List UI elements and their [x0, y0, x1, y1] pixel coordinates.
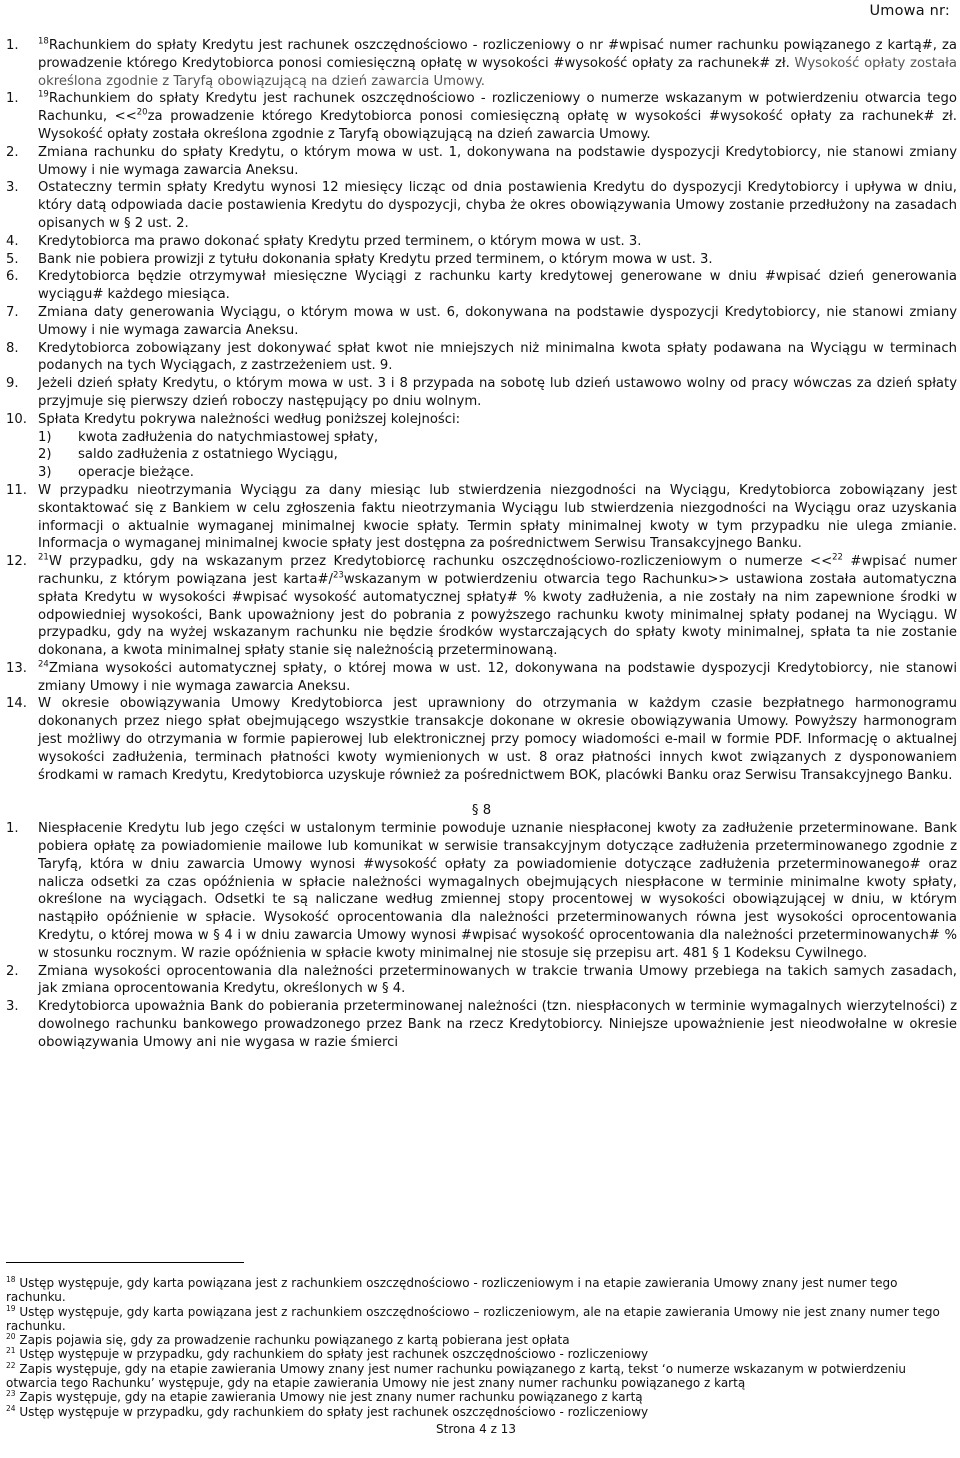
clause-text: Spłata Kredytu pokrywa należności według poniższej kolejności: — [38, 411, 461, 427]
footnote-ref: 23 — [332, 570, 344, 581]
clause-11 — [6, 482, 957, 553]
clause-number: 11. — [6, 482, 27, 498]
footnote-ref: 20 — [136, 107, 148, 118]
clause-text: Niespłacenie Kredytu lub jego części w ustalonym terminie powoduje uznanie niespłaconej kwoty za zadłużenie przeterminowane. Bank pobiera opłatę za powiadomienie mailowe lub komunikat w serwisie transakcyjnym dotyczące zadłużenia przeterminowanego zgodnie z Taryfą, która w dniu zawarcia Umowy wynosi #wysokość opłaty za powiadomienie dotyczące zadłużenia przeterminowanego# oraz nalicza odsetki za czas opóźnienia w spłacie należności wymagalnych obejmujących niespłacone w terminie minimalne kwoty spłaty, określone na wyciągach. Odsetki te są naliczane według zmiennej stopy procentowej w wysokości obowiązującej w dniu, w którym nastąpiło opóźnienie w spłacie. Wysokość oprocentowania dla należności przeterminowanych równa jest wysokości oprocentowania Kredytu, o której mowa w § 4 i w dniu zawarcia Umowy wynosi #wpisać wysokość oprocentowania dla należności przeterminowanych# % w stosunku rocznym. W razie opóźnienia w spłacie kwoty minimalnej nie stosuje się przepisu art. 481 § 1 Kodeksu Cywilnego. — [38, 821, 957, 961]
clause-number: 14. — [6, 696, 27, 712]
footnote-number: 21 — [6, 1346, 16, 1356]
clause-text: W okresie obowiązywania Umowy Kredytobiorca jest uprawniony do otrzymania w każdym czasie bezpłatnego harmonogramu dokonanych przez niego spłat obejmującego wszystkie transakcje dokonane w okresie obowiązywania Umowy. Powyższy harmonogram jest możliwy do otrzymania w formie papierowej lub elektronicznej przy pomocy wiadomości e-mail w formie PDF. Informację o aktualnej wysokości zadłużenia, terminach płatności kwoty wymienionych w ust. 8 oraz płatności innych kwot związanych z dysponowaniem środkami w ramach Kredytu, Kredytobiorca uzyskuje również za pośrednictwem BOK, placówki Banku oraz Serwisu Transakcyjnego Banku. — [38, 696, 957, 783]
clause-number: 13. — [6, 660, 27, 676]
clause-text: Rachunkiem do spłaty Kredytu jest rachunek oszczędnościowo - rozliczeniowy o numerze wskazanym w potwierdzeniu otwarcia tego Rachunku, << — [38, 91, 957, 125]
section8-clause-2 — [6, 963, 957, 999]
clause-text: #wpisać numer rachunku, z którym powiązana jest karta#/ — [38, 554, 957, 587]
footnote-18 — [6, 1276, 946, 1305]
clause-text: Zmiana wysokości automatycznej spłaty, o której mowa w ust. 12, dokonywana na podstawie dyspozycji Kredytobiorcy, nie stanowi zmiany Umowy i nie wymaga zawarcia Aneksu. — [38, 660, 957, 694]
clause-number: 8. — [6, 340, 19, 356]
footnote-number: 18 — [6, 1275, 16, 1284]
clause-5 — [6, 251, 957, 269]
footnote-text: Zapis występuje, gdy na etapie zawierania Umowy znany jest numer rachunku powiązanego z kartą, tekst ‘o numerze wskazanym w potwierdzeniu otwarcia tego Rachunku’ występuje, gdy na etapie zawierania Umowy nie jest znany numer rachunku powiązanego z kartą — [6, 1361, 907, 1391]
clause-text: Kredytobiorca upoważnia Bank do pobierania przeterminowanej należności (tzn. niespłaconych w terminie wymagalnych wierzytelności) z dowolnego rachunku bankowego prowadzonego przez Bank na rzecz Kredytobiorcy. Niniejsze upoważnienie jest nieodwołalne w okresie obowiązywania Umowy ani nie wygasa w razie śmierci — [38, 999, 957, 1050]
footnote-number: 20 — [6, 1332, 16, 1342]
clause-number: 4. — [6, 233, 19, 249]
clause-number: 1. — [6, 91, 19, 107]
clause-9 — [6, 375, 957, 411]
page-number: Strona 4 z 13 — [436, 1421, 516, 1436]
clause-text: Rachunkiem do spłaty Kredytu jest rachunek oszczędnościowo - rozliczeniowy o nr #wpisać numer rachunku powiązanego z kartą#, za prowadzenie którego Kredytobiorca ponosi comiesięczną opłatę w wysokości #wysokość opłaty za rachunek# zł. — [38, 38, 957, 71]
clause-number: 1. — [6, 821, 19, 837]
footnote-text: Ustęp występuje, gdy karta powiązana jest z rachunkiem oszczędnościowo - rozliczeniowym i na etapie zawierania Umowy znany jest numer tego rachunku. — [6, 1276, 898, 1305]
clause-text: Jeżeli dzień spłaty Kredytu, o którym mowa w ust. 3 i 8 przypada na sobotę lub dzień ustawowo wolny od pracy wówczas za dzień spłaty przyjmuje się pierwszy dzień roboczy następujący po dniu wolnym. — [38, 376, 957, 409]
clause-number: 10. — [6, 411, 27, 427]
footnote-number: 23 — [6, 1389, 16, 1399]
footnote-ref: 18 — [38, 36, 49, 47]
clause-3 — [6, 179, 957, 232]
clause-13 — [6, 660, 957, 696]
clause-number: 12. — [6, 554, 27, 570]
sub-item-number: 3) — [38, 465, 52, 481]
clause-text: Ostateczny termin spłaty Kredytu wynosi 12 miesięcy licząc od dnia postawienia Kredytu do dyspozycji Kredytobiorcy i upływa w dniu, który datą odpowiada dacie postawienia Kredytu do dyspozycji, chyba że okres obowiązywania Umowy zostanie przedłużony na zasadach opisanych w § 2 ust. 2. — [38, 180, 957, 231]
footnote-23 — [6, 1390, 946, 1404]
clause-text: Zmiana daty generowania Wyciągu, o którym mowa w ust. 6, dokonywana na podstawie dyspozycji Kredytobiorcy, nie stanowi zmiany Umowy i nie wymaga zawarcia Aneksu. — [38, 304, 957, 338]
sub-item-1 — [38, 429, 957, 447]
clause-number: 2. — [6, 144, 19, 160]
clause-number: 5. — [6, 251, 19, 267]
clause-6 — [6, 268, 957, 304]
clause-14 — [6, 695, 957, 784]
footnote-text: Ustęp występuje w przypadku, gdy rachunkiem do spłaty jest rachunek oszczędnościowo - rozliczeniowy — [15, 1404, 649, 1419]
footnote-22 — [6, 1362, 946, 1391]
clause-number: 7. — [6, 304, 19, 320]
footnote-ref: 24 — [38, 659, 49, 670]
clause-text: za prowadzenie którego Kredytobiorca ponosi comiesięczną opłatę w wysokości #wysokość opłaty za rachunek# zł. Wysokość opłaty została określona zgodnie z Taryfą obowiązującą na dzień zawarcia Umowy. — [38, 109, 957, 142]
footnote-text: Zapis występuje, gdy na etapie zawierania Umowy nie jest znany numer rachunku powiązanego z kartą — [15, 1390, 643, 1405]
clause-number: 3. — [6, 180, 19, 196]
section-heading: § 8 — [471, 803, 492, 819]
clause-text: Zmiana wysokości oprocentowania dla należności przeterminowanych w trakcie trwania Umowy przebiega na takich samych zasadach, jak zmiana oprocentowania Kredytu, określonych w § 4. — [38, 963, 957, 997]
footnote-ref: 19 — [38, 90, 49, 100]
clause-text: wskazanym w potwierdzeniu otwarcia tego Rachunku>> ustawiona została automatyczna spłata Kredytu w wysokości #wpisać wysokość automatycznej spłaty# % kwoty zadłużenia, a nie zostały na nim zapewnione środki w odpowiedniej wysokości, Bank upoważniony jest do pobrania z powyższego rachunku kwoty minimalnej spłaty podanej na Wyciągu. W przypadku, gdy na wyżej wskazanym rachunku nie będzie środków wystarczających do spłaty kwoty minimalnej, spłata ta nie zostanie dokonana, a kwota minimalnej spłaty stanie się należnością przeterminowaną. — [38, 571, 957, 659]
sub-item-2 — [38, 446, 957, 464]
clause-number: 2. — [6, 963, 19, 979]
section8-clause-1 — [6, 820, 957, 962]
section8-clause-3 — [6, 998, 957, 1051]
document-body — [6, 37, 957, 1052]
footnote-21 — [6, 1347, 946, 1361]
clause-12 — [6, 553, 957, 660]
clause-text: Kredytobiorca ma prawo dokonać spłaty Kredytu przed terminem, o którym mowa w ust. 3. — [38, 233, 642, 249]
clause-4 — [6, 233, 957, 251]
footnote-number: 24 — [6, 1403, 16, 1413]
clause-1-variant-a — [6, 37, 957, 90]
footnote-19 — [6, 1305, 946, 1334]
clause-text: Kredytobiorca będzie otrzymywał miesięczne Wyciągi z rachunku karty kredytowej generowane w dniu #wpisać dzień generowania wyciągu# każdego miesiąca. — [38, 269, 957, 303]
sub-item-number: 2) — [38, 447, 52, 463]
sub-item-text: operacje bieżące. — [78, 465, 194, 481]
clause-number: 1. — [6, 38, 19, 53]
clause-number: 3. — [6, 999, 19, 1015]
clause-text-gray: Wysokość opłaty została określona zgodnie z Taryfą obowiązującą na dzień zawarcia Umowy. — [38, 55, 957, 89]
clause-10 — [6, 411, 957, 482]
footnote-20 — [6, 1333, 946, 1347]
clause-text: W przypadku nieotrzymania Wyciągu za dany miesiąc lub stwierdzenia niezgodności na Wyciągu, Kredytobiorca zobowiązany jest skontaktować się z Bankiem w celu zgłoszenia faktu nieotrzymania Wyciągu lub stwierdzenia niezgodności na Wyciągu oraz uzyskania informacji o aktualnie wymaganej minimalnej kwocie spłaty. Termin spłaty minimalnej kwoty w tym przypadku nie ulega zmianie. Informacja o wymaganej minimalnej kwocie spłaty jest dostępna za pośrednictwem Serwisu Transakcyjnego Banku. — [38, 482, 957, 552]
sub-item-3 — [38, 464, 957, 482]
sub-item-text: kwota zadłużenia do natychmiastowej spłaty, — [78, 429, 379, 445]
clause-1-variant-b — [6, 90, 957, 143]
clause-text: Kredytobiorca zobowiązany jest dokonywać spłat kwot nie mniejszych niż minimalna kwota spłaty podawana na Wyciągu w terminach podanych na tych Wyciągach, z zastrzeżeniem ust. 9. — [38, 340, 957, 374]
footnote-number: 19 — [6, 1303, 16, 1313]
footnote-text: Ustęp występuje w przypadku, gdy rachunkiem do spłaty jest rachunek oszczędnościowo - rozliczeniowy — [15, 1347, 649, 1362]
footnote-divider — [6, 1262, 244, 1263]
clause-number: 6. — [6, 269, 19, 285]
footnotes — [6, 1276, 946, 1436]
clause-text: Zmiana rachunku do spłaty Kredytu, o którym mowa w ust. 1, dokonywana na podstawie dyspozycji Kredytobiorcy, nie stanowi zmiany Umowy i nie wymaga zawarcia Aneksu. — [38, 144, 957, 178]
clause-text: Bank nie pobiera prowizji z tytułu dokonania spłaty Kredytu przed terminem, o którym mowa w ust. 3. — [38, 251, 713, 267]
sub-item-number: 1) — [38, 429, 52, 445]
footnote-ref: 22 — [832, 552, 843, 563]
footnote-number: 22 — [6, 1360, 16, 1370]
sub-item-text: saldo zadłużenia z ostatniego Wyciągu, — [78, 447, 338, 463]
document-header: Umowa nr: — [869, 3, 950, 19]
footnote-text: Zapis pojawia się, gdy za prowadzenie rachunku powiązanego z kartą pobierana jest opłata — [15, 1333, 570, 1348]
clause-text: W przypadku, gdy na wskazanym przez Kredytobiorcę rachunku oszczędnościowo-rozliczeniowym o numerze << — [48, 554, 833, 570]
footnote-ref: 21 — [38, 552, 49, 563]
clause-2 — [6, 144, 957, 180]
clause-number: 9. — [6, 376, 19, 392]
clause-8 — [6, 340, 957, 376]
footnote-text: Ustęp występuje, gdy karta powiązana jest z rachunkiem oszczędnościowo – rozliczeniowym, ale na etapie zawierania Umowy nie jest znany numer tego rachunku. — [6, 1304, 940, 1333]
footnote-24 — [6, 1405, 946, 1419]
clause-7 — [6, 304, 957, 340]
